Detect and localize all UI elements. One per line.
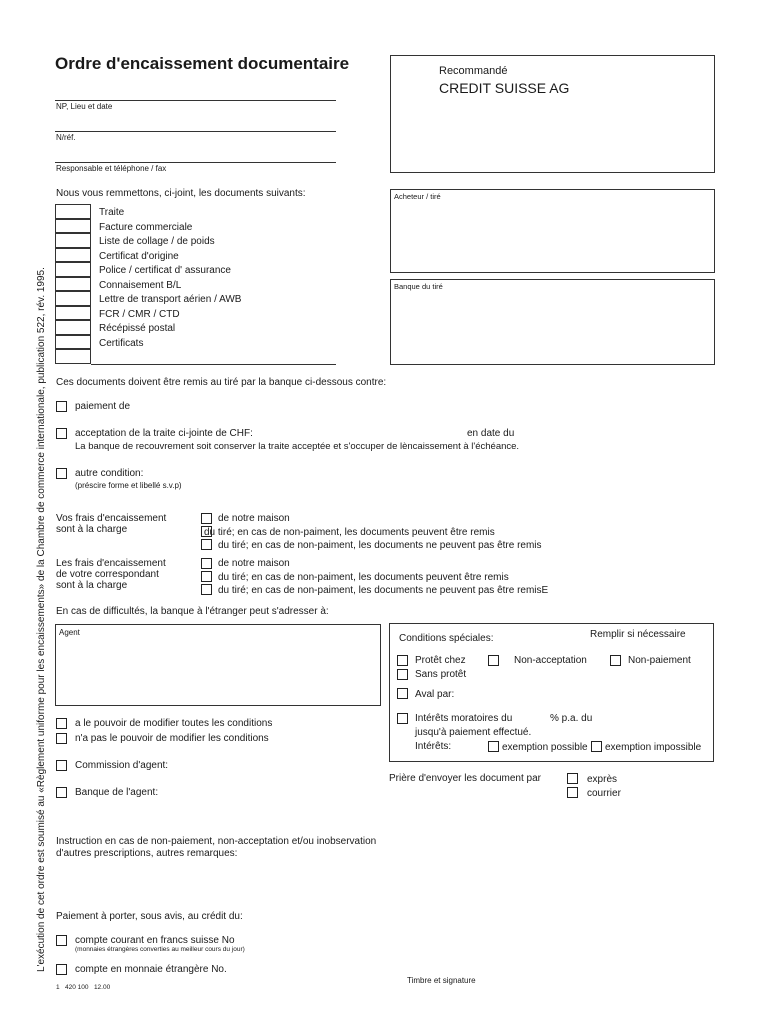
ref-line: [55, 131, 336, 132]
vertical-legal-note: L'exécution de cet ordre est soumisé au «Règlement uniforme pour les encaissements» de la Chambre de commerce internationale, publication 522, rév. 1995.: [36, 267, 47, 972]
doc-item: Lettre de transport aérien / AWB: [99, 294, 242, 305]
form-code: 1 420 100 12.00: [56, 984, 111, 991]
vos-frais-option-3-checkbox[interactable]: [201, 539, 212, 550]
protet-chez-checkbox[interactable]: [397, 655, 408, 666]
pct-label: % p.a. du: [550, 713, 593, 724]
page-title: Ordre d'encaissement documentaire: [55, 54, 350, 73]
doc-item: Police / certificat d' assurance: [99, 265, 231, 276]
exemption-impossible-checkbox[interactable]: [591, 741, 602, 752]
non-paiement-checkbox[interactable]: [610, 655, 621, 666]
resp-line: [55, 162, 336, 163]
ref-input[interactable]: [56, 117, 334, 131]
acheteur-label: Acheteur / tiré: [394, 192, 441, 201]
sans-protet-checkbox[interactable]: [397, 669, 408, 680]
agent-pas-pouvoir-label: n'a pas le pouvoir de modifier les conditions: [75, 733, 269, 744]
doc-item: Récépissé postal: [99, 323, 176, 334]
expres-checkbox[interactable]: [567, 773, 578, 784]
compte-devise-checkbox[interactable]: [56, 964, 67, 975]
doc-item: Certificats: [99, 338, 144, 349]
np-line: [55, 100, 336, 101]
doc-count-certificats[interactable]: [55, 335, 91, 350]
address-box[interactable]: [390, 55, 715, 173]
non-acceptation-checkbox[interactable]: [488, 655, 499, 666]
doc-count-connaissement[interactable]: [55, 277, 91, 292]
vos-frais-label: Vos frais d'encaissement: [56, 513, 167, 524]
timbre-signature-label: Timbre et signature: [407, 976, 476, 985]
banque-tire-label: Banque du tiré: [394, 282, 443, 291]
agent-box[interactable]: [55, 624, 381, 706]
acceptation-note: La banque de recouvrement soit conserver la traite acceptée et s'occuper de lèncaissement à l'échéance.: [75, 441, 520, 452]
corr-frais-label-3: sont à la charge: [56, 580, 128, 591]
agent-pouvoir-checkbox[interactable]: [56, 718, 67, 729]
corr-frais-option-3-checkbox[interactable]: [201, 584, 212, 595]
compte-chf-note: (monnaies étrangères converties au meilleur cours du jour): [75, 946, 245, 953]
doc-count-recepisse[interactable]: [55, 320, 91, 335]
vos-frais-option: de notre maison: [218, 513, 290, 524]
corr-frais-label: Les frais d'encaissement: [56, 558, 166, 569]
np-label: NP, Lieu et date: [56, 102, 113, 111]
courrier-checkbox[interactable]: [567, 787, 578, 798]
doc-item: Certificat d'origine: [99, 250, 179, 262]
remplir-label: Remplir si nécessaire: [590, 629, 686, 640]
aval-label: Aval par:: [415, 689, 455, 700]
doc-count-fcr[interactable]: [55, 306, 91, 321]
vos-frais-option: du tiré; en cas de non-paiment, les documents ne peuvent pas être remis: [218, 540, 542, 551]
interets-effectue-label: jusqu'à paiement effectué.: [415, 727, 532, 738]
conditions-speciales-box: [389, 623, 714, 762]
ref-label: N/réf.: [56, 133, 76, 142]
np-lieu-date-input[interactable]: [56, 86, 334, 100]
instruction-line-2: d'autres prescriptions, autres remarques:: [56, 848, 238, 859]
interets-label: Intérêts moratoires du: [415, 713, 513, 724]
autre-condition-checkbox[interactable]: [56, 468, 67, 479]
doc-item: Facture commerciale: [99, 221, 193, 233]
agent-pouvoir-label: a le pouvoir de modifier toutes les conditions: [75, 718, 273, 729]
vos-frais-option-1-checkbox[interactable]: [201, 513, 212, 524]
compte-chf-label: compte courant en francs suisse No: [75, 935, 235, 946]
paiement-credit-title: Paiement à porter, sous avis, au crédit du:: [56, 911, 243, 922]
commission-label: Commission d'agent:: [75, 760, 169, 771]
protet-chez-label: Protêt chez: [415, 655, 466, 666]
acceptation-checkbox[interactable]: [56, 428, 67, 439]
non-paiement-label: Non-paiement: [628, 655, 691, 666]
instruction-line-1: Instruction en cas de non-paiement, non-acceptation et/ou inobservation: [56, 836, 377, 847]
vos-frais-option: du tiré; en cas de non-paiment, les documents peuvent être remis: [204, 527, 495, 538]
corr-frais-option-1-checkbox[interactable]: [201, 558, 212, 569]
compte-devise-label: compte en monnaie étrangère No.: [75, 964, 227, 975]
banque-agent-label: Banque de l'agent:: [75, 787, 159, 798]
corr-frais-option: du tiré; en cas de non-paiment, les documents peuvent être remis: [218, 572, 509, 583]
doc-count-liste[interactable]: [55, 233, 91, 248]
commission-checkbox[interactable]: [56, 760, 67, 771]
exemption-possible-label: exemption possible: [502, 742, 588, 753]
difficultes-label: En cas de difficultés, la banque à l'étranger peut s'adresser à:: [56, 606, 329, 617]
corr-frais-label-2: de votre correspondant: [56, 569, 159, 580]
responsable-input[interactable]: [56, 148, 334, 162]
doc-item: Liste de collage / de poids: [99, 236, 215, 247]
resp-label: Responsable et téléphone / fax: [56, 164, 167, 173]
doc-count-police[interactable]: [55, 262, 91, 277]
doc-count-other[interactable]: [55, 349, 91, 364]
envoi-label: Prière d'envoyer les document par: [389, 773, 541, 784]
non-acceptation-label: Non-acceptation: [514, 655, 587, 666]
address-recommande: Recommandé: [439, 65, 508, 77]
expres-label: exprès: [587, 774, 618, 785]
doc-other-line: [91, 364, 336, 365]
documents-intro: Nous vous remmettons, ci-joint, les documents suivants:: [56, 188, 306, 199]
vos-frais-label-2: sont à la charge: [56, 524, 128, 535]
doc-count-facture[interactable]: [55, 219, 91, 234]
conditions-title: Conditions spéciales:: [399, 633, 494, 644]
banque-tire-box[interactable]: [390, 279, 715, 365]
aval-checkbox[interactable]: [397, 688, 408, 699]
paiement-checkbox[interactable]: [56, 401, 67, 412]
exemption-impossible-label: exemption impossible: [605, 742, 702, 753]
doc-item: FCR / CMR / CTD: [99, 308, 180, 320]
interets-checkbox[interactable]: [397, 713, 408, 724]
autre-condition-note: (préscire forme et libellé s.v.p): [75, 481, 182, 490]
compte-chf-checkbox[interactable]: [56, 935, 67, 946]
sans-protet-label: Sans protêt: [415, 669, 467, 680]
banque-agent-checkbox[interactable]: [56, 787, 67, 798]
doc-item: Connaisement B/L: [99, 279, 182, 291]
remise-intro: Ces documents doivent être remis au tiré par la banque ci-dessous contre:: [56, 377, 387, 388]
agent-pas-pouvoir-checkbox[interactable]: [56, 733, 67, 744]
doc-item: Traite: [99, 207, 125, 218]
paiement-label: paiement de: [75, 401, 131, 412]
address-bank-name: CREDIT SUISSE AG: [439, 80, 570, 96]
interets-type-label: Intérêts:: [415, 741, 452, 752]
autre-condition-label: autre condition:: [75, 468, 144, 479]
doc-count-traite[interactable]: [55, 204, 91, 219]
corr-frais-option-2-checkbox[interactable]: [201, 571, 212, 582]
acheteur-box[interactable]: [390, 189, 715, 273]
courrier-label: courrier: [587, 788, 621, 799]
exemption-possible-checkbox[interactable]: [488, 741, 499, 752]
doc-count-awb[interactable]: [55, 291, 91, 306]
corr-frais-option: du tiré; en cas de non-paiment, les documents ne peuvent pas être remisE: [218, 585, 549, 596]
doc-count-certificat-origine[interactable]: [55, 248, 91, 263]
corr-frais-option: de notre maison: [218, 558, 290, 569]
agent-label: Agent: [59, 628, 80, 637]
acceptation-label: acceptation de la traite ci-jointe de CHF:: [75, 428, 253, 439]
en-date-label: en date du: [467, 428, 515, 439]
